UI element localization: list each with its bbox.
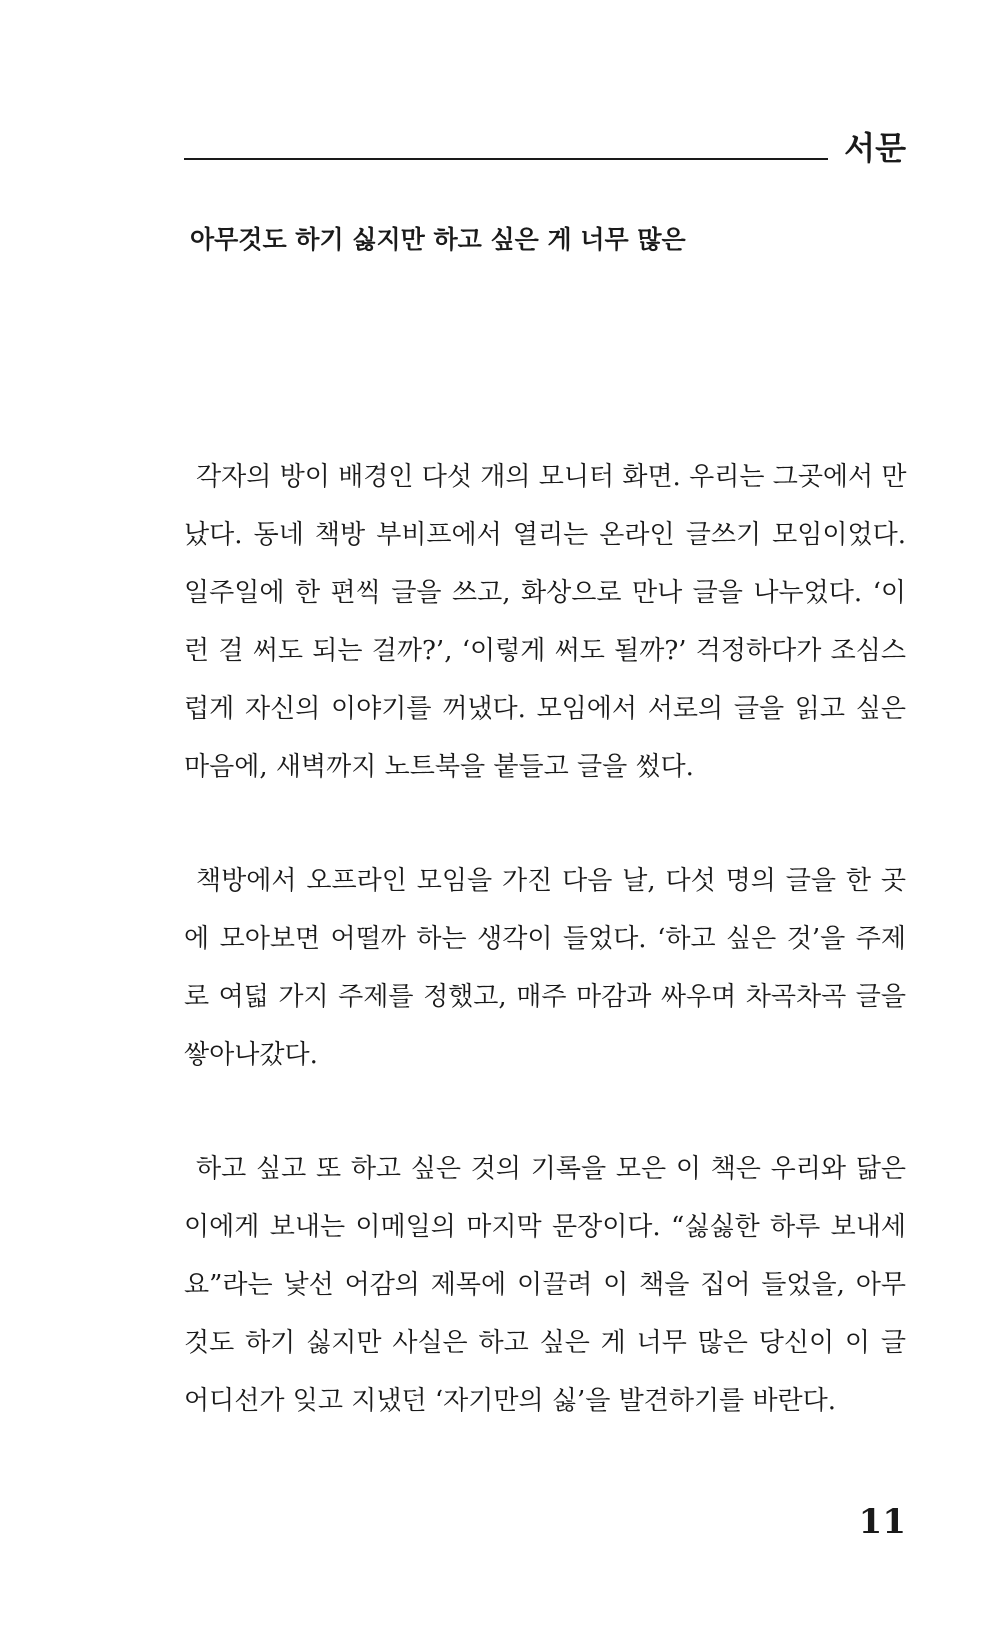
- text-line: 것도 하기 싫지만 사실은 하고 싶은 게 너무 많은 당신이 이 글: [184, 1328, 906, 1358]
- page-number: 11: [858, 1502, 906, 1542]
- text-line: 로 여덟 가지 주제를 정했고, 매주 마감과 싸우며 차곡차곡 글을: [184, 982, 906, 1012]
- text-line: 각자의 방이 배경인 다섯 개의 모니터 화면. 우리는 그곳에서 만: [196, 462, 907, 492]
- text-line: 책방에서 오프라인 모임을 가진 다음 날, 다섯 명의 글을 한 곳: [196, 866, 906, 896]
- text-line: 이에게 보내는 이메일의 마지막 문장이다. “싫싫한 하루 보내세: [184, 1212, 906, 1242]
- text-line: 런 걸 써도 되는 걸까?’, ‘이렇게 써도 될까?’ 걱정하다가 조심스: [184, 636, 906, 666]
- chapter-subtitle: 아무것도 하기 싫지만 하고 싶은 게 너무 많은: [190, 225, 686, 254]
- text-line: 났다. 동네 책방 부비프에서 열리는 온라인 글쓰기 모임이었다.: [184, 520, 906, 550]
- paragraph-2: [184, 852, 906, 1084]
- text-line: 에 모아보면 어떨까 하는 생각이 들었다. ‘하고 싶은 것’을 주제: [184, 924, 906, 954]
- text-line: 쌓아나갔다.: [184, 1040, 318, 1070]
- text-line: 마음에, 새벽까지 노트북을 붙들고 글을 썼다.: [184, 752, 694, 782]
- paragraph-1: [184, 448, 906, 796]
- section-title: 서문: [844, 129, 906, 167]
- text-line: 어디선가 잊고 지냈던 ‘자기만의 싫’을 발견하기를 바란다.: [184, 1386, 837, 1416]
- text-line: 하고 싶고 또 하고 싶은 것의 기록을 모은 이 책은 우리와 닮은: [196, 1154, 906, 1184]
- running-header: [184, 128, 906, 168]
- text-line: 요”라는 낯선 어감의 제목에 이끌려 이 책을 집어 들었을, 아무: [184, 1270, 906, 1300]
- paragraph-3: [184, 1140, 906, 1430]
- text-line: 럽게 자신의 이야기를 꺼냈다. 모임에서 서로의 글을 읽고 싶은: [184, 694, 906, 724]
- text-line: 일주일에 한 편씩 글을 쓰고, 화상으로 만나 글을 나누었다. ‘이: [184, 578, 906, 608]
- header-rule: [184, 158, 828, 160]
